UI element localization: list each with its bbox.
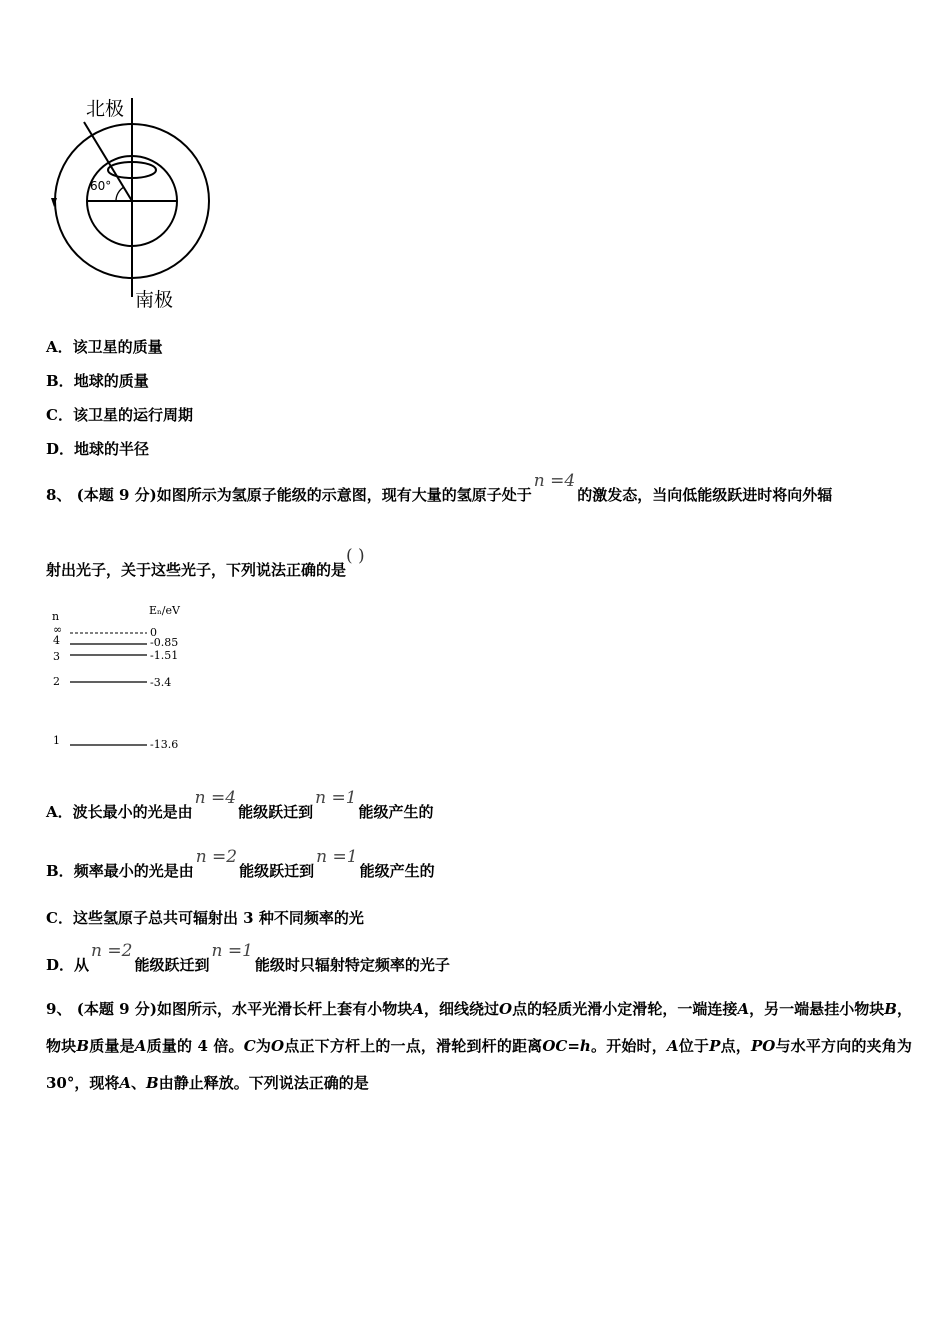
q7-option-c: C．该卫星的运行周期 [46,406,193,424]
q7-option-d: D．地球的半径 [46,440,150,458]
n-header: n [52,610,60,623]
angle-arc [116,187,124,201]
q8-option-b: B．频率最小的光是由n =2能级跃迁到n =1能级产生的 [46,847,435,880]
q8-stem-line2: 射出光子，关于这些光子，下列说法正确的是( ) [46,546,365,579]
q8-option-d: D．从n =2能级跃迁到n =1能级时只辐射特定频率的光子 [46,941,450,974]
q7-option-b: B．地球的质量 [46,372,149,390]
level-2-n: 2 [53,675,60,688]
level-inf-n: ∞ [53,623,63,636]
level-3-n: 3 [53,650,60,663]
q8-option-c: C．这些氢原子总共可辐射出 3 种不同频率的光 [46,909,364,927]
q8-option-a: A．波长最小的光是由n =4能级跃迁到n =1能级产生的 [46,788,434,821]
q8-stem-line1: 8、 (本题 9 分)如图所示为氢原子能级的示意图，现有大量的氢原子处于n =4的激发态，当向低能级跃进时将向外辐 [46,471,833,504]
level-4-energy: -0.85 [150,636,179,649]
level-2-energy: -3.4 [150,676,172,689]
level-1-n: 1 [53,734,60,747]
level-3-energy: -1.51 [150,649,179,662]
south-pole-label: 南极 [135,289,174,311]
earth-orbit-figure [40,92,220,314]
q9-paragraph: 9、 (本题 9 分)如图所示，水平光滑长杆上套有小物块A，细线绕过O点的轻质光滑小定滑轮，一端连接A，另一端悬挂小物块B，物块B质量是A质量的 4 倍。C为O点正下方杆上的一点，滑轮到杆的距离OC=h。开始时，A位于P点，PO与水平方向的夹角为 30°，现将A、B由静止释放。下列说法正确的是 [46,1000,912,1092]
north-pole-label: 北极 [86,98,125,120]
energy-header: Eₙ/eV [149,604,180,617]
angle-label: 60° [90,179,112,193]
level-4-n: 4 [53,634,60,647]
level-1-energy: -13.6 [150,738,179,751]
q7-option-a: A．该卫星的质量 [46,338,163,356]
energy-level-diagram [46,600,206,755]
level-inf-energy: 0 [150,626,157,639]
